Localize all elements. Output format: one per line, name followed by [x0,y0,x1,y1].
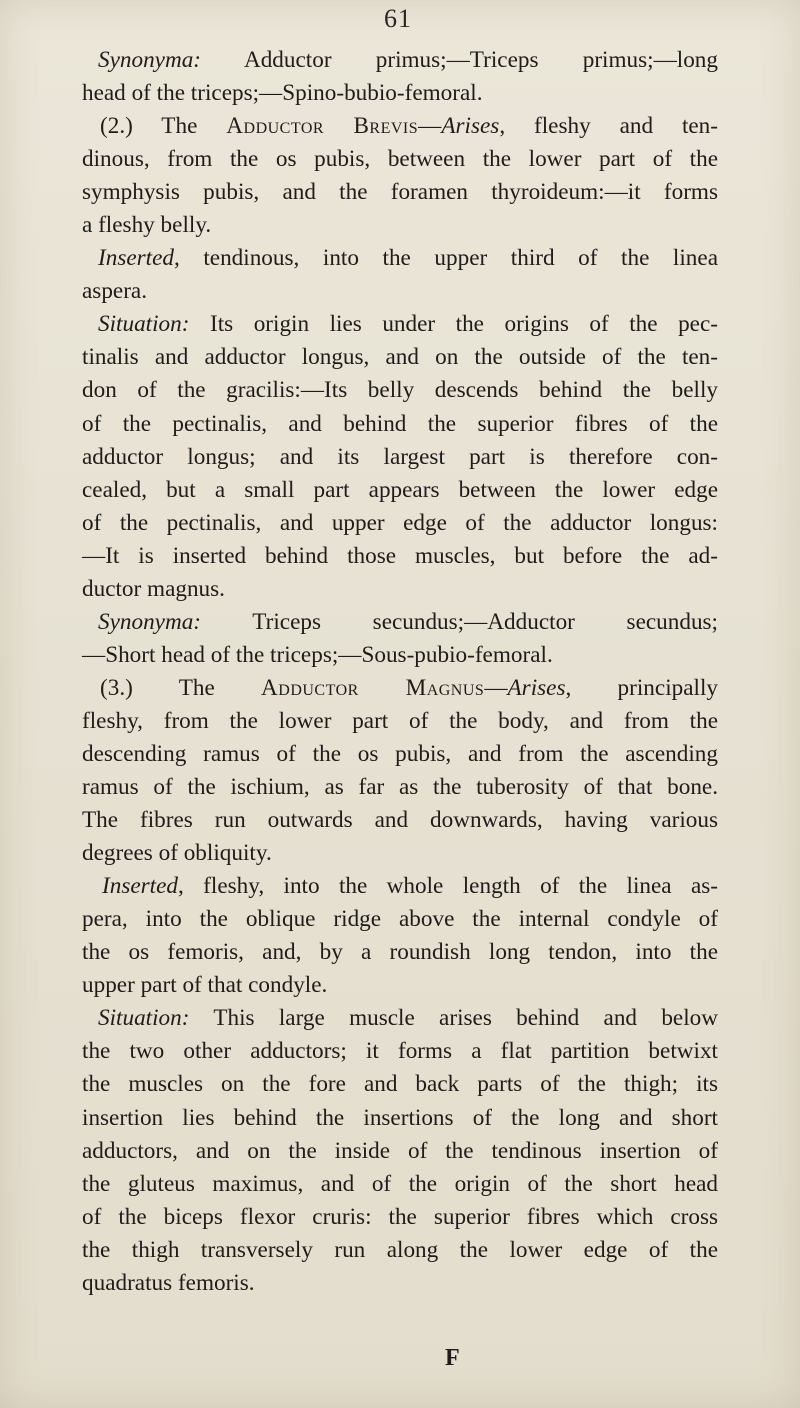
text-line [82,1068,718,1101]
text-run: insertion lies behind the insertions of the long and short [82,1104,718,1131]
text-line [82,143,718,176]
text-run: — [418,113,442,140]
text-line [82,903,718,936]
text-line [82,44,718,77]
text-run: pera, into the oblique ridge above the internal condyle of [82,906,718,933]
text-line [82,1267,718,1300]
paragraph [82,308,718,605]
text-line [82,77,718,110]
paragraph [82,672,718,870]
text-line [82,474,718,507]
text-line [82,110,718,143]
text-run: Synonyma: [98,47,202,73]
text-run: the os femoris, and, by a roundish long tendon, into the [82,939,718,966]
paragraph [82,242,718,308]
text-run: dinous, from the os pubis, between the lower part of the [82,146,718,173]
text-line [82,408,718,441]
text-line [82,1135,718,1168]
signature-mark: F [445,1345,460,1371]
text-run: the thigh transversely run along the lower edge of the [82,1236,718,1263]
text-run: the muscles on the fore and back parts of the thigh; its [82,1071,718,1098]
text-run: of the biceps flexor cruris: the superior fibres which cross [82,1203,718,1230]
text-run: Situation: [98,311,190,338]
text-line [82,771,718,804]
text-line [82,969,718,1002]
text-run: , fleshy, into the whole length of the linea as- [177,873,718,900]
text-line [82,176,718,209]
text-run: Adductor primus;—Triceps primus;—long [201,47,718,73]
text-line [82,275,718,308]
text-run: the gluteus maximus, and of the origin of the short head [82,1170,718,1197]
text-run: , principally [565,674,719,701]
text-run: ramus of the ischium, as far as the tuberosity of that bone. [82,774,718,801]
text-run: This large muscle arises behind and below [189,1005,718,1032]
text-run: adductor longus; and its largest part is therefore con- [82,443,718,470]
text-line [82,705,718,738]
text-line [82,837,718,870]
text-run: cealed, but a small part appears between the lower edge [82,476,718,503]
text-line [82,1168,718,1201]
text-run: quadratus femoris. [82,1269,255,1296]
text-run: degrees of obliquity. [82,840,272,867]
text-run: of the pectinalis, and upper edge of the adductor longus: [82,509,718,536]
text-run: ductor magnus. [82,575,225,602]
text-run: a fleshy belly. [82,212,212,239]
text-run: Triceps secundus;—Adductor secundus; [201,608,718,635]
text-line [82,573,718,606]
text-line [82,441,718,474]
text-run: The fibres run outwards and downwards, having various [82,807,718,834]
text-line [82,507,718,540]
text-run: Adductor Brevis [226,113,419,140]
text-run: — [484,674,508,701]
text-run: Arises [507,674,566,701]
text-run: don of the gracilis:—Its belly descends behind the belly [82,377,718,404]
text-line [82,242,718,275]
text-run: Inserted [98,245,174,272]
text-line [82,1201,718,1234]
text-run: Adductor Magnus [261,674,485,701]
page-number: 61 [384,4,412,33]
text-run: Situation: [98,1005,190,1032]
text-run: tinalis and adductor longus, and on the outside of the ten- [82,344,718,371]
text-run: , tendinous, into the upper third of the linea [173,245,718,272]
text-line [82,341,718,374]
text-line [82,606,718,639]
text-run: descending ramus of the os pubis, and from the ascending [82,740,718,767]
text-run: adductors, and on the inside of the tendinous insertion of [82,1137,718,1164]
text-run: —Short head of the triceps;—Sous-pubio-femoral. [82,641,553,668]
paragraph [82,606,718,672]
text-run: Its origin lies under the origins of the pec- [189,311,718,338]
paragraph [82,44,718,110]
paragraph [82,870,718,1002]
text-run: symphysis pubis, and the foramen thyroideum:—it forms [82,179,718,206]
text-run: (3.) The [100,674,262,701]
text-run: (2.) The [100,113,227,140]
text-line [82,209,718,242]
text-line [82,1234,718,1267]
text-line [82,639,718,672]
text-run: of the pectinalis, and behind the superior fibres of the [82,410,718,437]
text-run: , fleshy and ten- [499,113,718,140]
text-line [82,870,718,903]
text-line [82,804,718,837]
text-line [82,936,718,969]
text-run: aspera. [82,278,148,305]
text-run: the two other adductors; it forms a flat partition betwixt [82,1038,718,1065]
text-line [82,540,718,573]
paragraph [82,1002,718,1299]
paragraph [82,110,718,242]
text-run: —It is inserted behind those muscles, but before the ad- [82,542,718,569]
text-run: Inserted [102,873,178,900]
text-run: upper part of that condyle. [82,972,328,999]
body-text [82,44,718,1300]
text-line [82,672,718,705]
text-run: fleshy, from the lower part of the body, and from the [82,707,718,734]
text-line [82,1035,718,1068]
text-line [82,308,718,341]
text-run: Arises [441,113,500,140]
text-line [82,374,718,407]
text-run: head of the triceps;—Spino-bubio-femoral. [82,80,483,107]
text-line [82,738,718,771]
text-line [82,1002,718,1035]
text-run: Synonyma: [98,608,202,635]
text-line [82,1102,718,1135]
